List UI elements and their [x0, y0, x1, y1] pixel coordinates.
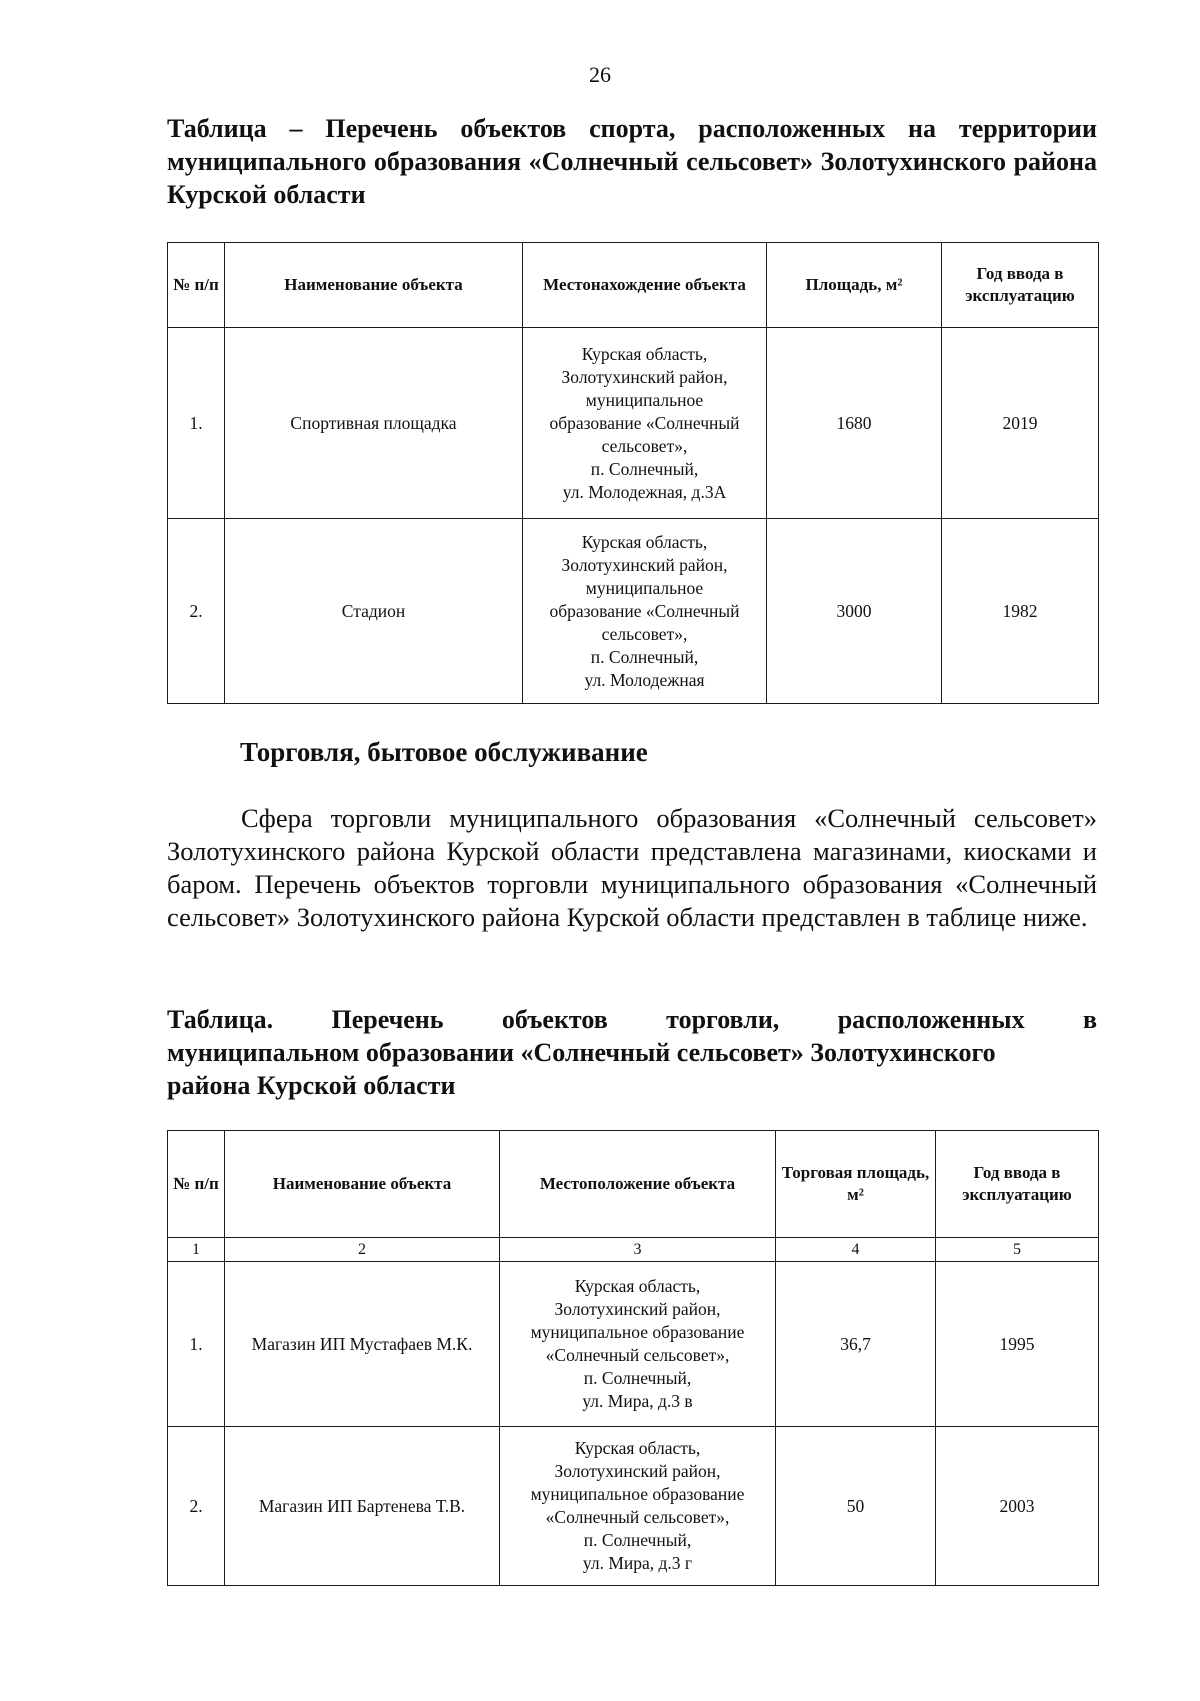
cell-num: 2. [168, 519, 225, 704]
cell-year: 1995 [936, 1262, 1099, 1427]
trade-table [167, 1130, 1099, 1586]
column-number: 3 [500, 1238, 776, 1262]
header-name: Наименование объекта [225, 1131, 500, 1238]
cell-name: Спортивная площадка [225, 328, 523, 519]
trade-table-title-line-1: Таблица. Перечень объектов торговли, расположенных в [167, 1005, 1097, 1034]
cell-area: 3000 [767, 519, 942, 704]
header-location: Местоположение объекта [500, 1131, 776, 1238]
table-row [168, 519, 1099, 704]
cell-location: Курская область, Золотухинский район, муниципальное образование «Солнечный сельсовет», п. Солнечный, ул. Мира, д.3 в [500, 1262, 776, 1427]
trade-table-header-row [168, 1131, 1099, 1238]
cell-location: Курская область, Золотухинский район, муниципальное образование «Солнечный сельсовет», п. Солнечный, ул. Молодежная, д.3А [523, 328, 767, 519]
column-number: 4 [776, 1238, 936, 1262]
header-num: № п/п [168, 1131, 225, 1238]
header-area: Торговая площадь, м² [776, 1131, 936, 1238]
trade-table-title-line-3: района Курской области [167, 1071, 456, 1100]
column-number: 5 [936, 1238, 1099, 1262]
section-heading: Торговля, бытовое обслуживание [240, 737, 648, 767]
table-row [168, 1427, 1099, 1586]
cell-year: 2019 [942, 328, 1099, 519]
header-area: Площадь, м² [767, 243, 942, 328]
cell-name: Стадион [225, 519, 523, 704]
cell-year: 1982 [942, 519, 1099, 704]
cell-location: Курская область, Золотухинский район, муниципальное образование «Солнечный сельсовет», п. Солнечный, ул. Молодежная [523, 519, 767, 704]
header-name: Наименование объекта [225, 243, 523, 328]
cell-area: 50 [776, 1427, 936, 1586]
cell-num: 2. [168, 1427, 225, 1586]
header-num: № п/п [168, 243, 225, 328]
cell-num: 1. [168, 328, 225, 519]
column-number-row [168, 1238, 1099, 1262]
table-row [168, 328, 1099, 519]
body-paragraph: Сфера торговли муниципального образования «Солнечный сельсовет» Золотухинского района Курской области представлена магазинами, киосками и баром. Перечень объектов торговли муниципального образования «Солнечный сельсовет» Золотухинского района Курской области представлен в таблице ниже. [167, 803, 1097, 932]
table-row [168, 1262, 1099, 1427]
cell-num: 1. [168, 1262, 225, 1427]
sports-table-header-row [168, 243, 1099, 328]
trade-table-title-line-2: муниципальном образовании «Солнечный сельсовет» Золотухинского [167, 1038, 996, 1067]
header-year: Год ввода в эксплуатацию [942, 243, 1099, 328]
trade-table-title [167, 1003, 1097, 1102]
column-number: 2 [225, 1238, 500, 1262]
cell-year: 2003 [936, 1427, 1099, 1586]
sports-table [167, 242, 1099, 704]
column-number: 1 [168, 1238, 225, 1262]
cell-area: 1680 [767, 328, 942, 519]
header-location: Местонахождение объекта [523, 243, 767, 328]
cell-area: 36,7 [776, 1262, 936, 1427]
cell-name: Магазин ИП Мустафаев М.К. [225, 1262, 500, 1427]
page-number: 26 [589, 62, 611, 87]
cell-location: Курская область, Золотухинский район, муниципальное образование «Солнечный сельсовет», п. Солнечный, ул. Мира, д.3 г [500, 1427, 776, 1586]
header-year: Год ввода в эксплуатацию [936, 1131, 1099, 1238]
cell-name: Магазин ИП Бартенева Т.В. [225, 1427, 500, 1586]
sports-table-title: Таблица – Перечень объектов спорта, расположенных на территории муниципального образования «Солнечный сельсовет» Золотухинского района Курской области [167, 114, 1097, 209]
